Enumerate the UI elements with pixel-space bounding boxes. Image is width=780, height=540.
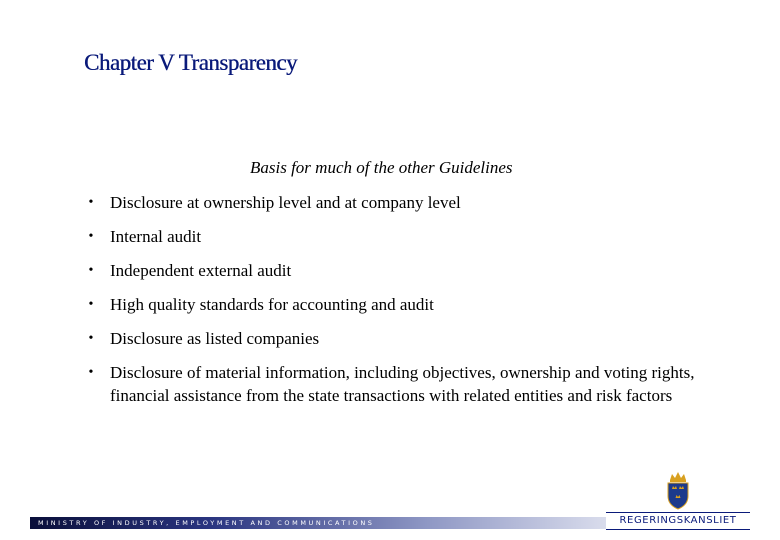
bullet-item	[84, 293, 704, 316]
bullet-text: High quality standards for accounting and audit	[110, 295, 434, 314]
bullet-item	[84, 327, 704, 350]
bullet-text: Disclosure at ownership level and at company level	[110, 193, 461, 212]
bullet-item	[84, 225, 704, 248]
bullet-dot: •	[88, 365, 94, 380]
bullet-text: Disclosure of material information, including objectives, ownership and voting rights, financial assistance from the state transactions with related entities and risk factors	[110, 363, 695, 405]
bullet-item	[84, 191, 704, 214]
bullet-dot: •	[88, 263, 94, 278]
bullet-text: Internal audit	[110, 227, 202, 246]
bullet-dot: •	[88, 297, 94, 312]
bullet-dot: •	[88, 229, 94, 244]
regeringskansliet-logo	[606, 470, 750, 530]
slide-title: Chapter V Transparency	[84, 50, 298, 75]
bullet-item	[84, 259, 704, 282]
slide-subtitle: Basis for much of the other Guidelines	[250, 158, 513, 177]
bullet-text: Disclosure as listed companies	[110, 329, 320, 348]
bullet-dot: •	[88, 195, 94, 210]
bullet-text: Independent external audit	[110, 261, 292, 280]
swedish-coat-of-arms-icon	[662, 470, 694, 510]
bullet-dot: •	[88, 331, 94, 346]
logo-wordmark: REGERINGSKANSLIET	[619, 515, 737, 526]
bullet-item	[84, 361, 704, 407]
bullet-list	[84, 191, 704, 407]
logo-wordmark-box	[606, 512, 750, 530]
ministry-label: MINISTRY OF INDUSTRY, EMPLOYMENT AND COMMUNICATIONS	[38, 519, 375, 527]
